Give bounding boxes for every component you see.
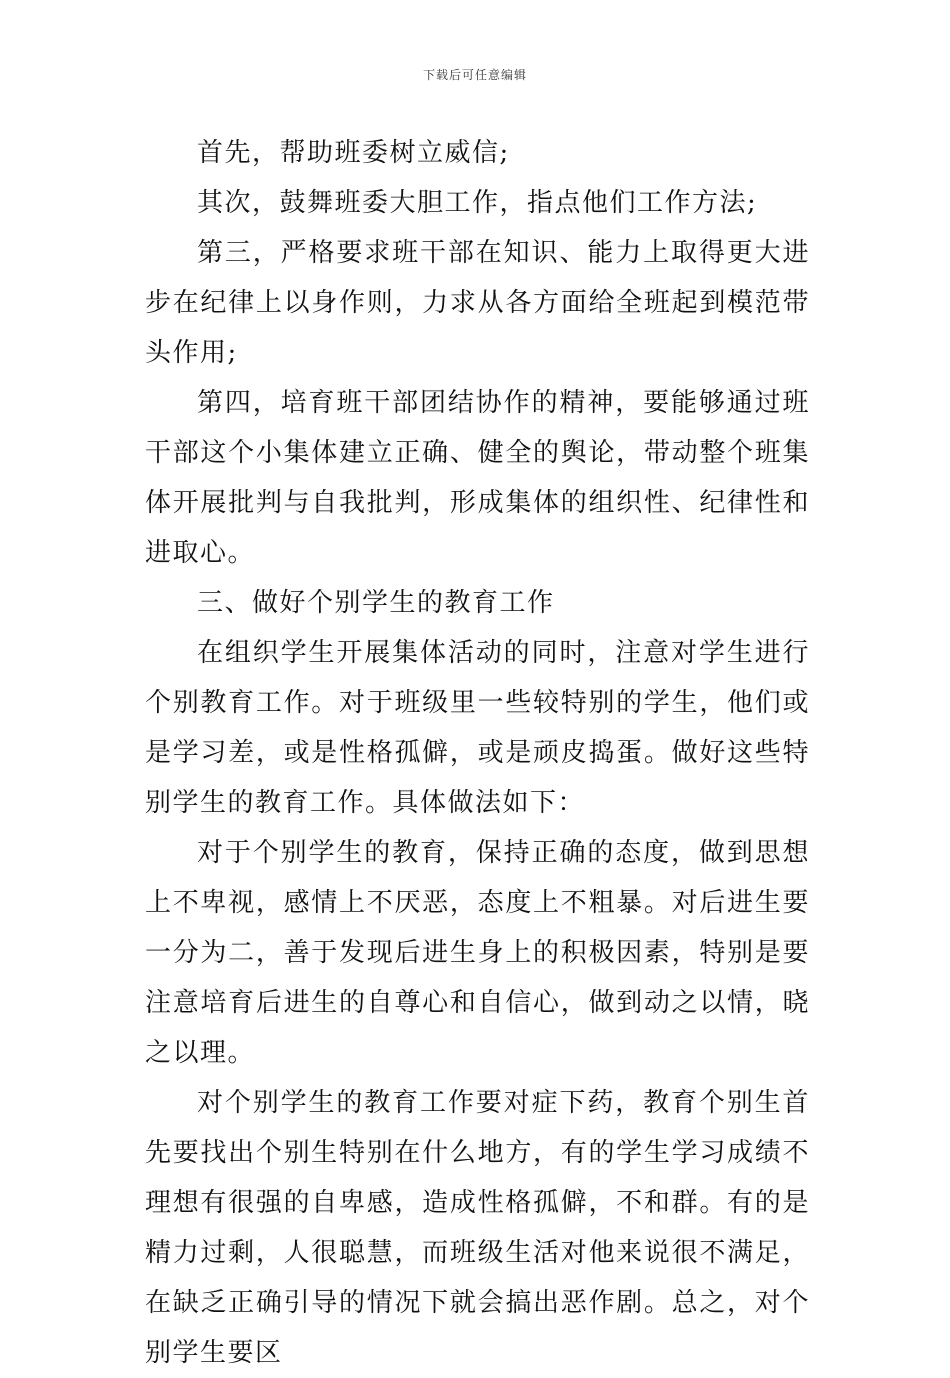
paragraph-3: 第三，严格要求班干部在知识、能力上取得更大进步在纪律上以身作则，力求从各方面给全班起到模范带头作用; <box>145 238 810 368</box>
paragraph-7: 对个别学生的教育工作要对症下药，教育个别生首先要找出个别生特别在什么地方，有的学生学习成绩不理想有很强的自卑感，造成性格孤僻，不和群。有的是精力过剩，人很聪慧，而班级生活对他来说很不满足，在缺乏正确引导的情况下就会搞出恶作剧。总之，对个别学生要区 <box>145 1088 810 1368</box>
paragraph-4: 第四，培育班干部团结协作的精神，要能够通过班干部这个小集体建立正确、健全的舆论，带动整个班集体开展批判与自我批判，形成集体的组织性、纪律性和进取心。 <box>145 388 810 568</box>
paragraph-1: 首先，帮助班委树立威信; <box>197 138 510 168</box>
section-heading: 三、做好个别学生的教育工作 <box>197 588 555 618</box>
header-note: 下载后可任意编辑 <box>422 68 527 82</box>
paragraph-6: 对于个别学生的教育，保持正确的态度，做到思想上不卑视，感情上不厌恶，态度上不粗暴。对后进生要一分为二，善于发现后进生身上的积极因素，特别是要注意培育后进生的自尊心和自信心，做到动之以情，晓之以理。 <box>145 838 810 1068</box>
document-body <box>145 128 810 1378</box>
paragraph-2: 其次，鼓舞班委大胆工作，指点他们工作方法; <box>197 188 758 218</box>
paragraph-5: 在组织学生开展集体活动的同时，注意对学生进行个别教育工作。对于班级里一些较特别的学生，他们或是学习差，或是性格孤僻，或是顽皮捣蛋。做好这些特别学生的教育工作。具体做法如下： <box>145 638 810 818</box>
